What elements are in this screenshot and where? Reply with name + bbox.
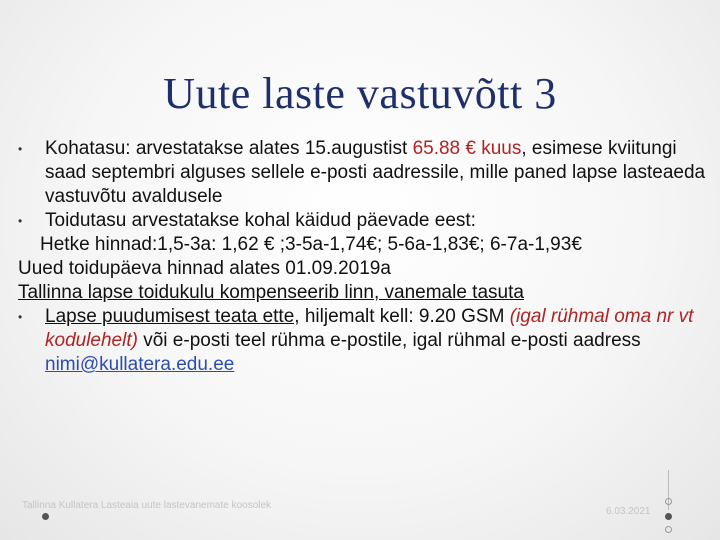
slide-content (18, 137, 706, 377)
absence-email-text: või e-posti teel rühma e-postile, igal rühmal e-posti aadress (137, 330, 641, 351)
current-prices: Hetke hinnad:1,5-3a: 1,62 € ;3-5a-1,74€; 5-6a-1,83€; 6-7a-1,93€ (40, 234, 582, 255)
bullet-dot: • (18, 310, 23, 324)
bullet-dot: • (18, 214, 23, 228)
absence-notice: Lapse puudumisest teata ette, (45, 306, 300, 327)
kohatasu-text: Kohatasu: arvestatakse alates 15.augustist (45, 138, 413, 159)
compensation-line: Tallinna lapse toidukulu kompenseerib linn, vanemale tasuta (18, 282, 524, 303)
footer-left-text: Tallinna Kullatera Lasteaia uute lastevanemate koosolek (22, 500, 272, 511)
decor-ring-right (665, 498, 672, 505)
decor-dot-right (665, 513, 672, 520)
decor-dot-left (42, 513, 49, 520)
bullet-dot: • (18, 142, 23, 156)
toidutasu-text: Toidutasu arvestatakse kohal käidud päevade eest: (45, 210, 476, 231)
kohatasu-text-rest: , esimese kviitungi saad septembri alguses sellele e-posti aadressile, mille paned lapse lasteaeda vastuvõtu avaldusele (45, 138, 706, 207)
footer-date: 6.03.2021 (606, 506, 651, 517)
new-prices-line: Uued toidupäeva hinnad alates 01.09.2019a (18, 258, 391, 279)
kohatasu-amount: 65.88 € kuus (412, 138, 522, 159)
absence-group-note: (igal rühmal oma nr vt kodulehelt) (45, 306, 694, 351)
absence-deadline: hiljemalt kell: 9.20 GSM (299, 306, 510, 327)
decor-ring-right-bottom (665, 526, 672, 533)
bullet-absence (18, 305, 706, 377)
bullet-kohatasu (18, 137, 706, 209)
email-link[interactable]: nimi@kullatera.edu.ee (45, 354, 235, 375)
bullet-toidutasu (18, 209, 706, 233)
slide-title: Uute laste vastuvõtt 3 (163, 69, 557, 118)
